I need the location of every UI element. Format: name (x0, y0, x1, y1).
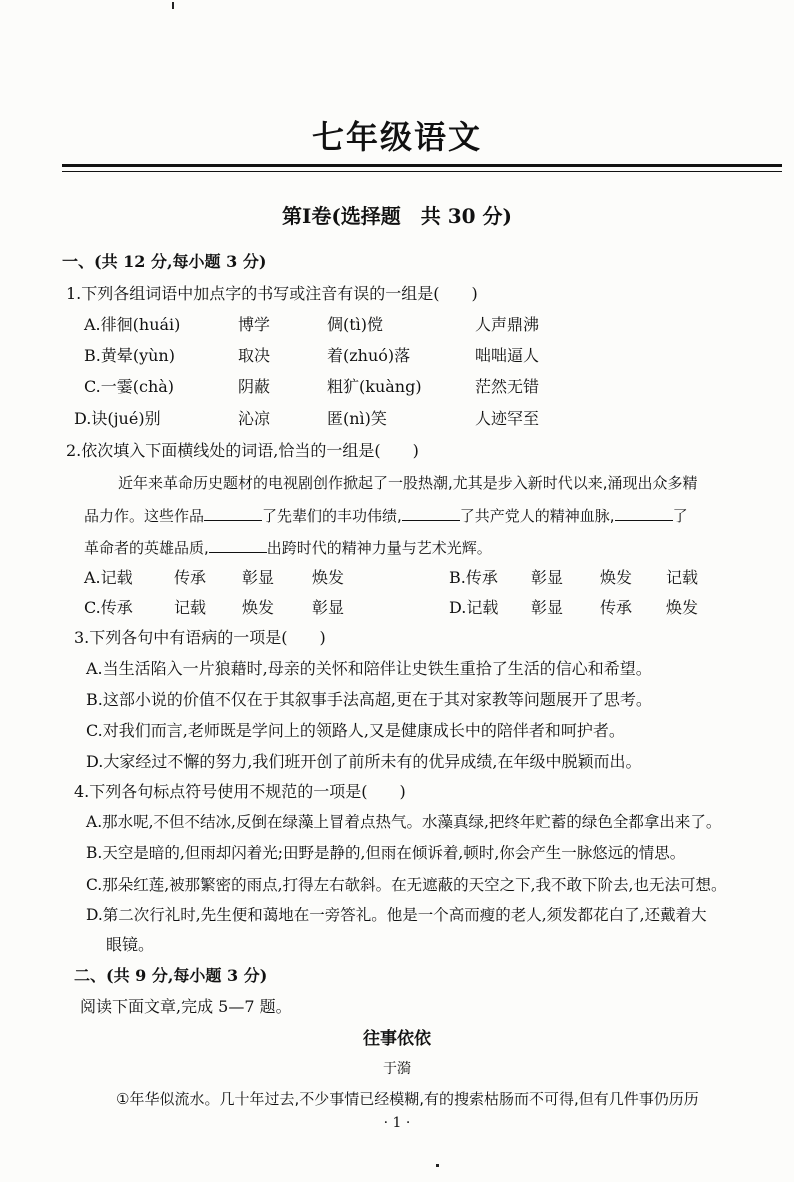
q4-option-b: B.天空是暗的,但雨却闪着光;田野是静的,但雨在倾诉着,顿时,你会产生一脉悠远的情思。 (86, 844, 686, 862)
q1-b-3: 着(zhuó)落 (327, 346, 411, 365)
title-rule-thick (62, 164, 782, 167)
q2-c-3: 焕发 (242, 598, 275, 617)
q1-d-1: D.诀(jué)别 (74, 409, 161, 428)
q4-option-c: C.那朵红莲,被那繁密的雨点,打得左右欹斜。在无遮蔽的天空之下,我不敢下阶去,也无法可想。 (86, 876, 727, 894)
q4-option-d: D.第二次行礼时,先生便和蔼地在一旁答礼。他是一个高而瘦的老人,须发都花白了,还戴着大 (86, 906, 707, 924)
q2-b-3: 焕发 (600, 568, 633, 587)
blank-2 (402, 506, 460, 521)
q2-c-4: 彰显 (312, 598, 345, 617)
q2-d-3: 传承 (600, 598, 633, 617)
q2-c-1: C.传承 (84, 598, 133, 617)
q2-passage-line3 (84, 538, 492, 558)
section1-heading: 一、(共 12 分,每小题 3 分) (62, 252, 267, 271)
q2-stem: 2.依次填入下面横线处的词语,恰当的一组是( ) (66, 441, 419, 460)
q1-a-1: A.徘徊(huái) (84, 315, 181, 334)
q2-a-1: A.记载 (84, 568, 133, 587)
q2-a-4: 焕发 (312, 568, 345, 587)
scan-mark (172, 2, 174, 9)
q1-stem: 1.下列各组词语中加点字的书写或注音有误的一组是( ) (66, 284, 478, 303)
q2-text: 了 (672, 507, 688, 525)
q2-b-1: B.传承 (449, 568, 498, 587)
q1-b-2: 取决 (238, 346, 271, 365)
q3-option-b: B.这部小说的价值不仅在于其叙事手法高超,更在于其对家教等问题展开了思考。 (86, 690, 652, 709)
q1-c-4: 茫然无错 (475, 377, 540, 396)
q3-option-a: A.当生活陷入一片狼藉时,母亲的关怀和陪伴让史铁生重拾了生活的信心和希望。 (86, 659, 652, 678)
q1-d-2: 沁凉 (238, 409, 271, 428)
reading-instruction: 阅读下面文章,完成 5—7 题。 (80, 997, 292, 1016)
q1-a-2: 博学 (238, 315, 271, 334)
q2-d-1: D.记载 (449, 598, 499, 617)
q3-stem: 3.下列各句中有语病的一项是( ) (74, 628, 326, 647)
q4-stem: 4.下列各句标点符号使用不规范的一项是( ) (74, 782, 406, 801)
q3-option-c: C.对我们而言,老师既是学问上的领路人,又是健康成长中的陪伴者和呵护者。 (86, 721, 625, 740)
q1-a-4: 人声鼎沸 (475, 315, 540, 334)
q1-a-3: 倜(tì)傥 (327, 315, 384, 334)
q3-option-d: D.大家经过不懈的努力,我们班开创了前所未有的优异成绩,在年级中脱颖而出。 (86, 752, 642, 771)
section2-heading: 二、(共 9 分,每小题 3 分) (74, 966, 268, 985)
q2-a-2: 传承 (174, 568, 207, 587)
q2-text: 品力作。这些作品 (84, 507, 205, 525)
q2-passage-line2 (84, 506, 688, 526)
q2-b-2: 彰显 (531, 568, 564, 587)
q2-a-3: 彰显 (242, 568, 275, 587)
q4-option-d-continued: 眼镜。 (106, 935, 155, 954)
q2-d-4: 焕发 (666, 598, 699, 617)
q2-passage-line1: 近年来革命历史题材的电视剧创作掀起了一股热潮,尤其是步入新时代以来,涌现出众多精 (118, 474, 698, 492)
q2-c-2: 记载 (174, 598, 207, 617)
q1-d-3: 匿(nì)笑 (327, 409, 387, 428)
page-number: · 1 · (383, 1115, 411, 1131)
title-rule-thin (62, 171, 782, 172)
q2-text: 出跨时代的精神力量与艺术光辉。 (266, 539, 492, 557)
blank-1 (204, 506, 262, 521)
q4-option-a: A.那水呢,不但不结冰,反倒在绿藻上冒着点热气。水藻真绿,把终年贮蓄的绿色全都拿出来了。 (86, 813, 722, 831)
q2-text: 革命者的英雄品质, (84, 539, 209, 557)
q1-c-3: 粗犷(kuàng) (327, 377, 422, 396)
blank-4 (209, 538, 267, 553)
section-subtitle: 第Ⅰ卷(选择题 共 30 分) (281, 204, 513, 228)
q1-d-4: 人迹罕至 (475, 409, 540, 428)
q2-text: 了先辈们的丰功伟绩, (262, 507, 402, 525)
q2-d-2: 彰显 (531, 598, 564, 617)
q1-b-4: 咄咄逼人 (475, 346, 540, 365)
scan-dot (436, 1164, 439, 1167)
q1-b-1: B.黄晕(yùn) (84, 346, 175, 365)
q2-b-4: 记载 (666, 568, 699, 587)
article-author: 于漪 (383, 1061, 411, 1077)
q1-c-2: 阴蔽 (238, 377, 271, 396)
blank-3 (615, 506, 673, 521)
article-title: 往事依依 (363, 1029, 431, 1049)
q2-text: 了共产党人的精神血脉, (459, 507, 615, 525)
page-title: 七年级语文 (311, 118, 482, 156)
q1-c-1: C.一霎(chà) (84, 377, 175, 396)
article-paragraph-1: ①年华似流水。几十年过去,不少事情已经模糊,有的搜索枯肠而不可得,但有几件事仍历历 (116, 1090, 699, 1108)
